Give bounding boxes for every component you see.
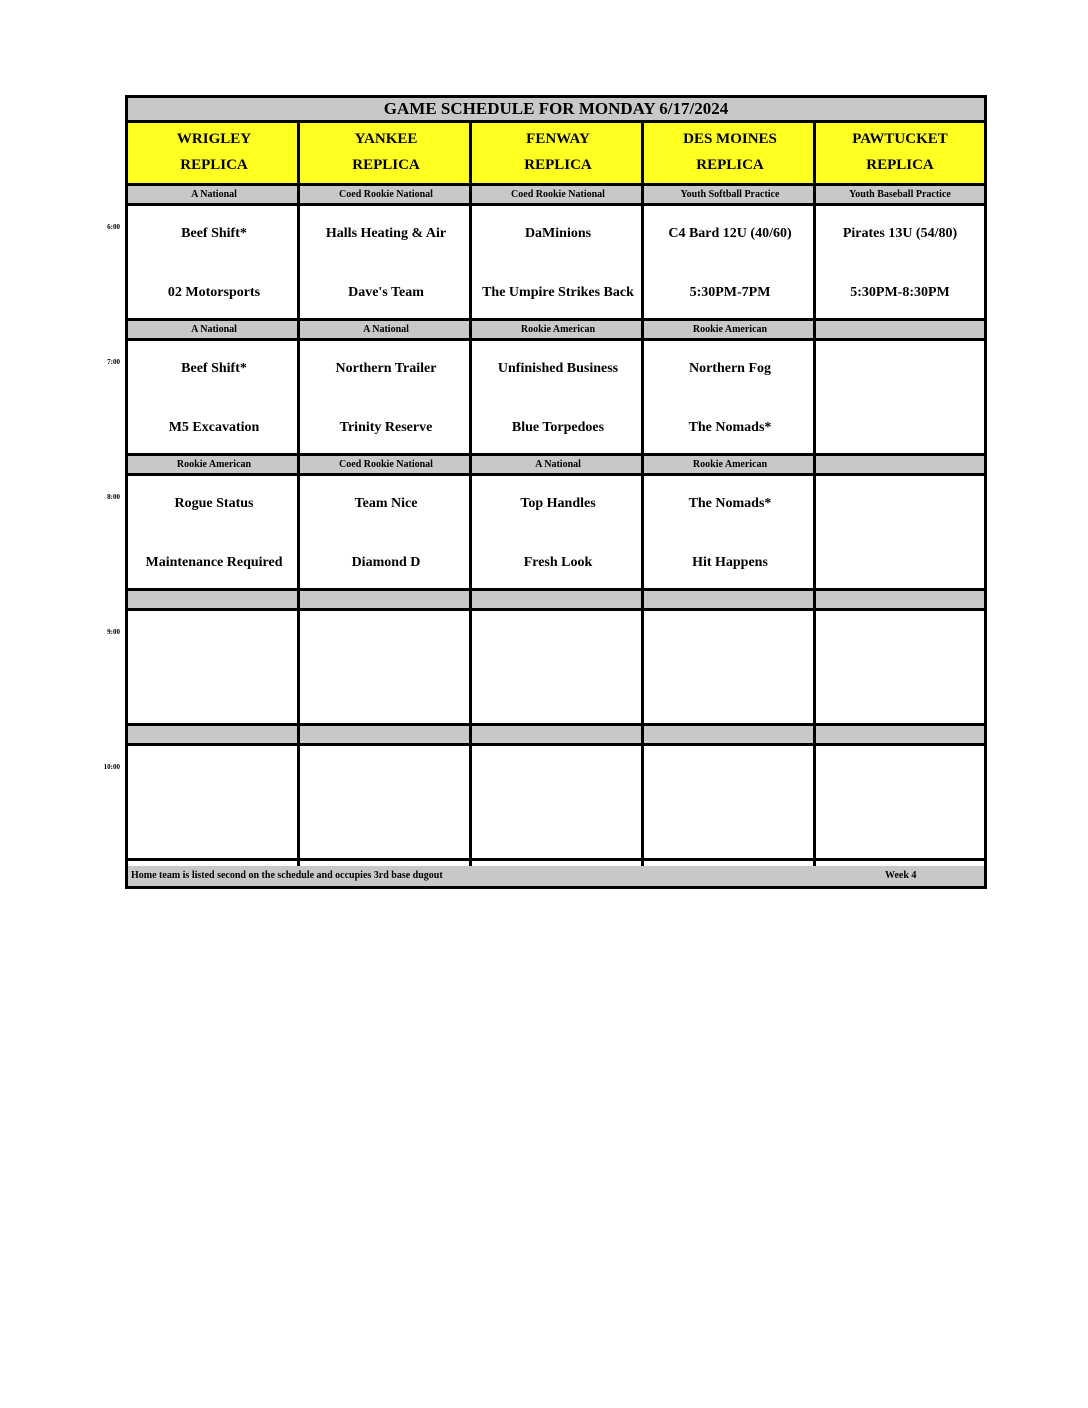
visitor-team: Beef Shift* [181,361,247,376]
time-label: 9:00 [107,628,120,636]
game-cell [644,746,816,861]
game-cell [644,476,816,591]
division-label: Rookie American [128,456,300,476]
division-label [816,321,984,341]
visitor-team: Rogue Status [174,496,254,511]
division-label: Coed Rookie National [472,186,644,206]
game-cell [128,611,300,726]
division-label: Rookie American [644,456,816,476]
visitor-team: Unfinished Business [497,361,619,376]
visitor-team: Northern Fog [688,361,772,376]
field-header [816,123,984,186]
visitor-team: Pirates 13U (54/80) [842,226,958,241]
division-label [816,726,984,746]
home-team: 5:30PM-8:30PM [850,285,950,300]
division-label: Rookie American [472,321,644,341]
division-label [472,591,644,611]
time-label: 10:00 [103,763,120,771]
game-cell [128,341,300,456]
division-label [472,726,644,746]
visitor-team: Halls Heating & Air [325,226,447,241]
time-label: 8:00 [107,493,120,501]
home-team: The Umpire Strikes Back [482,285,634,300]
column-divider [813,123,816,866]
division-label [816,456,984,476]
field-header [128,123,300,186]
game-cell [472,746,644,861]
division-label: Coed Rookie National [300,186,472,206]
visitor-team: Northern Trailer [335,361,437,376]
home-team: Hit Happens [692,555,768,570]
home-team: M5 Excavation [168,420,260,435]
division-label [128,726,300,746]
footer-note: Home team is listed second on the schedule and occupies 3rd base dugout [131,870,443,881]
division-label [644,726,816,746]
home-team: Dave's Team [348,285,424,300]
field-type: REPLICA [352,157,420,173]
field-type: REPLICA [696,157,764,173]
division-label: A National [472,456,644,476]
home-team: 02 Motorsports [167,285,261,300]
column-divider [469,123,472,866]
game-cell [816,746,984,861]
schedule-footer [128,866,984,886]
field-header [644,123,816,186]
schedule-sheet [125,95,987,889]
division-label: Youth Baseball Practice [816,186,984,206]
game-cell [300,341,472,456]
game-cell [816,611,984,726]
field-header [472,123,644,186]
visitor-team: The Nomads* [688,496,772,511]
visitor-team: Beef Shift* [181,226,247,241]
home-team: 5:30PM-7PM [689,285,771,300]
field-name: DES MOINES [683,131,777,147]
game-cell [816,341,984,456]
field-type: REPLICA [866,157,934,173]
game-cell [128,746,300,861]
game-cell [472,476,644,591]
game-cell [644,206,816,321]
field-name: PAWTUCKET [852,131,948,147]
home-team: Trinity Reserve [339,420,433,435]
division-label [300,726,472,746]
field-type: REPLICA [180,157,248,173]
visitor-team: DaMinions [524,226,592,241]
game-cell [472,341,644,456]
time-label: 6:00 [107,223,120,231]
column-divider [641,123,644,866]
division-label: Coed Rookie National [300,456,472,476]
field-name: YANKEE [354,131,418,147]
game-cell [472,611,644,726]
game-cell [644,611,816,726]
home-team: Diamond D [351,555,421,570]
game-cell [128,476,300,591]
visitor-team: Team Nice [354,496,418,511]
game-cell [300,206,472,321]
division-label [300,591,472,611]
division-label [644,591,816,611]
visitor-team: C4 Bard 12U (40/60) [668,226,792,241]
division-label: Youth Softball Practice [644,186,816,206]
field-header [300,123,472,186]
field-name: FENWAY [526,131,590,147]
time-label: 7:00 [107,358,120,366]
game-cell [816,476,984,591]
home-team: Fresh Look [523,555,593,570]
home-team: The Nomads* [688,420,772,435]
game-cell [300,611,472,726]
week-label: Week 4 [885,870,917,881]
division-label: A National [128,186,300,206]
game-cell [644,341,816,456]
field-type: REPLICA [524,157,592,173]
home-team: Maintenance Required [145,555,283,570]
column-divider [297,123,300,866]
game-cell [300,476,472,591]
game-cell [300,746,472,861]
division-label: Rookie American [644,321,816,341]
visitor-team: Top Handles [520,496,596,511]
home-team: Blue Torpedoes [511,420,605,435]
field-name: WRIGLEY [176,131,252,147]
game-cell [472,206,644,321]
game-cell [816,206,984,321]
schedule-title: GAME SCHEDULE FOR MONDAY 6/17/2024 [128,98,984,123]
division-label [128,591,300,611]
game-cell [128,206,300,321]
division-label: A National [300,321,472,341]
division-label: A National [128,321,300,341]
division-label [816,591,984,611]
